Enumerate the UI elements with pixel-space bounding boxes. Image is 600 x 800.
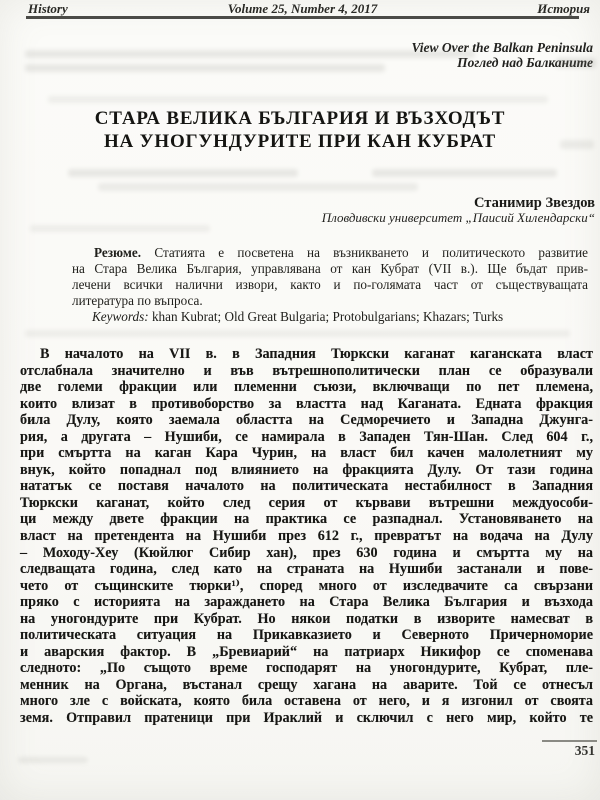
scan-artifact <box>556 58 596 68</box>
body-line: менник на Органа, въстанал срещу хагана на аварите. Той се отнесъл <box>20 676 593 693</box>
body-line: земя. Отправил пратеници при Ираклий и сключил с него мир, който те <box>20 710 593 727</box>
scan-artifact <box>560 140 594 149</box>
body-line: следващата година, след като на страната на Нушиби застанали и пове- <box>20 561 593 578</box>
section-heading-bg: Поглед над Балканите <box>457 54 593 70</box>
volume-issue: Volume 25, Number 4, 2017 <box>227 1 378 16</box>
body-line: била Дулу, която заемала областта на Седморечието и Западна Джунга- <box>20 412 593 429</box>
journal-name-bg: История <box>537 1 590 16</box>
keywords-line <box>72 309 588 325</box>
keywords-label: Keywords: <box>92 309 149 324</box>
body-line: отслабнала значително и във вътрешнополитически план се образували <box>20 362 593 379</box>
body-line: – Моходу-Хеу (Кюйлюг Сибир хан), през 630 година и смъртта му на <box>20 544 593 561</box>
body-line: много зле с войската, която била оставена от него, и я изгонил от своята <box>20 693 593 710</box>
journal-name-en: History <box>28 1 68 16</box>
author-block <box>322 196 595 225</box>
article-title-line1: СТАРА ВЕЛИКА БЪЛГАРИЯ И ВЪЗХОДЪТ <box>94 108 506 129</box>
body-line: власт на претендента на Нушиби през 612 г., превратът на водача на Дулу <box>20 528 593 545</box>
scan-artifact <box>98 183 418 191</box>
body-line: внук, който попаднал под влиянието на фракцията Дулу. От тази година <box>20 461 593 478</box>
scan-artifact <box>25 330 570 337</box>
body-line: Тюркски каганат, който след серия от кървави вътрешни междуособи- <box>20 494 593 511</box>
abstract-line: литература по въпроса. <box>72 293 203 308</box>
abstract-first-line <box>72 245 588 261</box>
footer-rule <box>542 740 597 742</box>
abstract-label: Резюме. <box>94 245 142 260</box>
scan-artifact <box>18 757 88 763</box>
body-line: политическата ситуация на Прикавказието и Северното Причерноморие <box>20 627 593 644</box>
abstract-line: лечени всички налични извори, както и по-голямата част от съществуващата <box>72 277 588 292</box>
body-line: на уногондурите при Кубрат. Но някои податки в изворите намесват в <box>20 610 593 627</box>
author-name: Станимир Звездов <box>474 195 595 211</box>
keywords-text: khan Kubrat; Old Great Bulgaria; Protobulgarians; Khazars; Turks <box>148 309 504 324</box>
abstract-line: на Стара Велика България, управлявана от кан Кубрат (VII в.). Ще бъдат прив- <box>72 261 588 276</box>
author-affiliation: Пловдивски университет „Паисий Хилендарски“ <box>321 210 595 225</box>
body-line: две големи фракции или племенни съюзи, включващи по пет племена, <box>20 379 593 396</box>
body-line: които влизат в противоборство за властта над Каганата. Едната фракция <box>20 395 593 412</box>
body-line: пряко с историята на зараждането на Стара Велика България и възхода <box>20 594 593 611</box>
abstract-first-line-text: Статията е посветена на възникването и политическото развитие <box>141 245 588 260</box>
article-title <box>0 108 600 153</box>
body-line: следното: „По същото време господарят на уногондурите, Кубрат, пле- <box>20 660 593 677</box>
scan-artifact <box>48 96 548 103</box>
body-line: чето от същинските тюрки¹⁾, според много от изследвачите са свързани <box>20 577 593 594</box>
scan-artifact <box>25 50 475 58</box>
abstract-block <box>72 245 588 325</box>
article-title-line2: НА УНОГУНДУРИТЕ ПРИ КАН КУБРАТ <box>103 130 497 152</box>
section-heading-en: View Over the Balkan Peninsula <box>411 40 593 55</box>
body-paragraph <box>20 346 593 727</box>
scan-artifact <box>68 169 298 177</box>
scan-artifact <box>25 64 385 72</box>
scan-artifact <box>372 169 557 177</box>
scan-artifact <box>30 225 210 232</box>
body-line: нататък се поставя началото на политическата нестабилност в Западния <box>20 478 593 495</box>
body-line: В началото на VII в. в Западния Тюркски каганат каганската власт <box>40 346 593 362</box>
body-line: рия, а другата – Нушиби, се намирала в Западен Тян-Шан. След 604 г., <box>20 428 593 445</box>
body-line: ци между двете фракции на практика се разпаднал. Установяването на <box>20 511 593 528</box>
running-header <box>28 1 590 17</box>
header-rule <box>26 16 579 19</box>
body-line: и аварския фактор. В „Бревиарий“ на патриарх Никифор се споменава <box>20 643 593 660</box>
page-number: 351 <box>574 743 595 758</box>
body-line: при смъртта на каган Кара Чурин, на власт бил качен малолетният му <box>20 445 593 462</box>
